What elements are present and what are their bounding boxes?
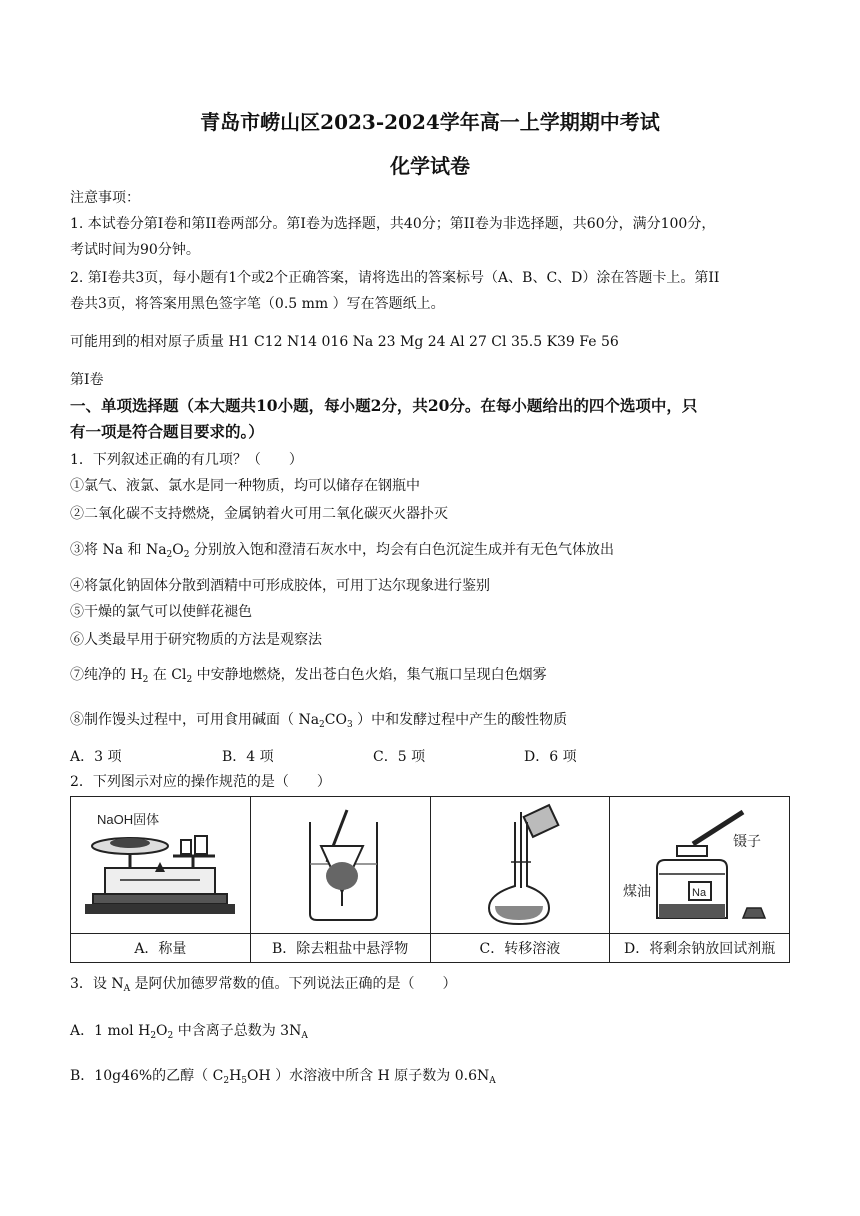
q2-figure-table bbox=[70, 796, 790, 963]
q2-figure-c bbox=[430, 797, 610, 934]
q2-caption-a: A．称量 bbox=[71, 934, 251, 963]
q2-stem: 2．下列图示对应的操作规范的是（ ） bbox=[70, 774, 331, 790]
note-1-line-1: 1. 本试卷分第I卷和第II卷两部分。第I卷为选择题，共40分；第II卷为非选择题，共60分，满分100分， bbox=[70, 216, 716, 232]
note-2-line-2: 卷共3页，将答案用黑色签字笔（0.5 mm ）写在答题纸上。 bbox=[70, 296, 445, 312]
note-2-line-1: 2. 第I卷共3页，每小题有1个或2个正确答案，请将选出的答案标号（A、B、C、D）涂在答题卡上。第II bbox=[70, 270, 720, 286]
label-oil: 煤油 bbox=[622, 883, 651, 899]
q1-stem: 1．下列叙述正确的有几项？（ ） bbox=[70, 452, 303, 468]
q2-figure-d bbox=[610, 797, 790, 934]
label-tweezers: 镊子 bbox=[732, 833, 761, 849]
q1-option-c: C．5 项 bbox=[373, 749, 426, 765]
part-label: 第I卷 bbox=[70, 372, 104, 388]
exam-title: 青岛市崂山区2023-2024学年高一上学期期中考试 bbox=[200, 110, 660, 134]
q1-statement-7: ⑦纯净的 $H_2$ 在 $Cl_2$ 中安静地燃烧，发出苍白色火焰，集气瓶口呈现白色烟雾 bbox=[70, 667, 547, 685]
q1-statement-2: ②二氧化碳不支持燃烧，金属钠着火可用二氧化碳灭火器扑灭 bbox=[70, 506, 448, 522]
q2-figure-b bbox=[250, 797, 430, 934]
q1-statement-6: ⑥人类最早用于研究物质的方法是观察法 bbox=[70, 632, 322, 648]
q1-statement-3: ③将 Na 和 $Na_2O_2$ 分别放入饱和澄清石灰水中，均会有白色沉淀生成并有无色气体放出 bbox=[70, 542, 614, 560]
filtration-icon bbox=[255, 802, 425, 928]
q2-caption-d: D．将剩余钠放回试剂瓶 bbox=[610, 934, 790, 963]
reagent-bottle-icon bbox=[615, 802, 785, 928]
volumetric-flask-icon bbox=[435, 802, 605, 928]
section-heading-line-1: 一、单项选择题（本大题共10小题，每小题2分，共20分。在每小题给出的四个选项中，只 bbox=[70, 396, 698, 415]
q3-option-a: A．1 mol $H_2O_2$ 中含离子总数为 $3N_A$ bbox=[70, 1023, 308, 1041]
q2-caption-b: B．除去粗盐中悬浮物 bbox=[250, 934, 430, 963]
q1-statement-1: ①氯气、液氯、氯水是同一种物质，均可以储存在钢瓶中 bbox=[70, 478, 420, 494]
q3-option-b: B．10g46%的乙醇（ $C_2H_5OH$ ）水溶液中所含 H 原子数为 $0.6N_A$ bbox=[70, 1068, 496, 1086]
q1-statement-8: ⑧制作馒头过程中，可用食用碱面（ $Na_2CO_3$ ）中和发酵过程中产生的酸性物质 bbox=[70, 712, 568, 730]
q2-figure-a bbox=[71, 797, 251, 934]
q3-stem: 3．设 $N_A$ 是阿伏加德罗常数的值。下列说法正确的是（ ） bbox=[70, 976, 457, 994]
q1-option-b: B．4 项 bbox=[222, 749, 274, 765]
q2-caption-c: C．转移溶液 bbox=[430, 934, 610, 963]
balance-icon bbox=[75, 802, 245, 928]
atomic-masses: 可能用到的相对原子质量 H1 C12 N14 016 Na 23 Mg 24 Al 27 Cl 35.5 K39 Fe 56 bbox=[70, 334, 619, 350]
section-heading-line-2: 有一项是符合题目要求的。） bbox=[70, 422, 264, 441]
q1-option-a: A．3 项 bbox=[70, 749, 122, 765]
label-na: Na bbox=[691, 887, 706, 899]
q1-statement-4: ④将氯化钠固体分散到酒精中可形成胶体，可用丁达尔现象进行鉴别 bbox=[70, 578, 490, 594]
note-1-line-2: 考试时间为90分钟。 bbox=[70, 242, 200, 258]
label-naoh: NaOH固体 bbox=[97, 812, 160, 827]
exam-subtitle: 化学试卷 bbox=[390, 154, 470, 178]
notes-heading: 注意事项： bbox=[70, 190, 140, 206]
q1-option-d: D．6 项 bbox=[524, 749, 577, 765]
q1-statement-5: ⑤干燥的氯气可以使鲜花褪色 bbox=[70, 604, 252, 620]
